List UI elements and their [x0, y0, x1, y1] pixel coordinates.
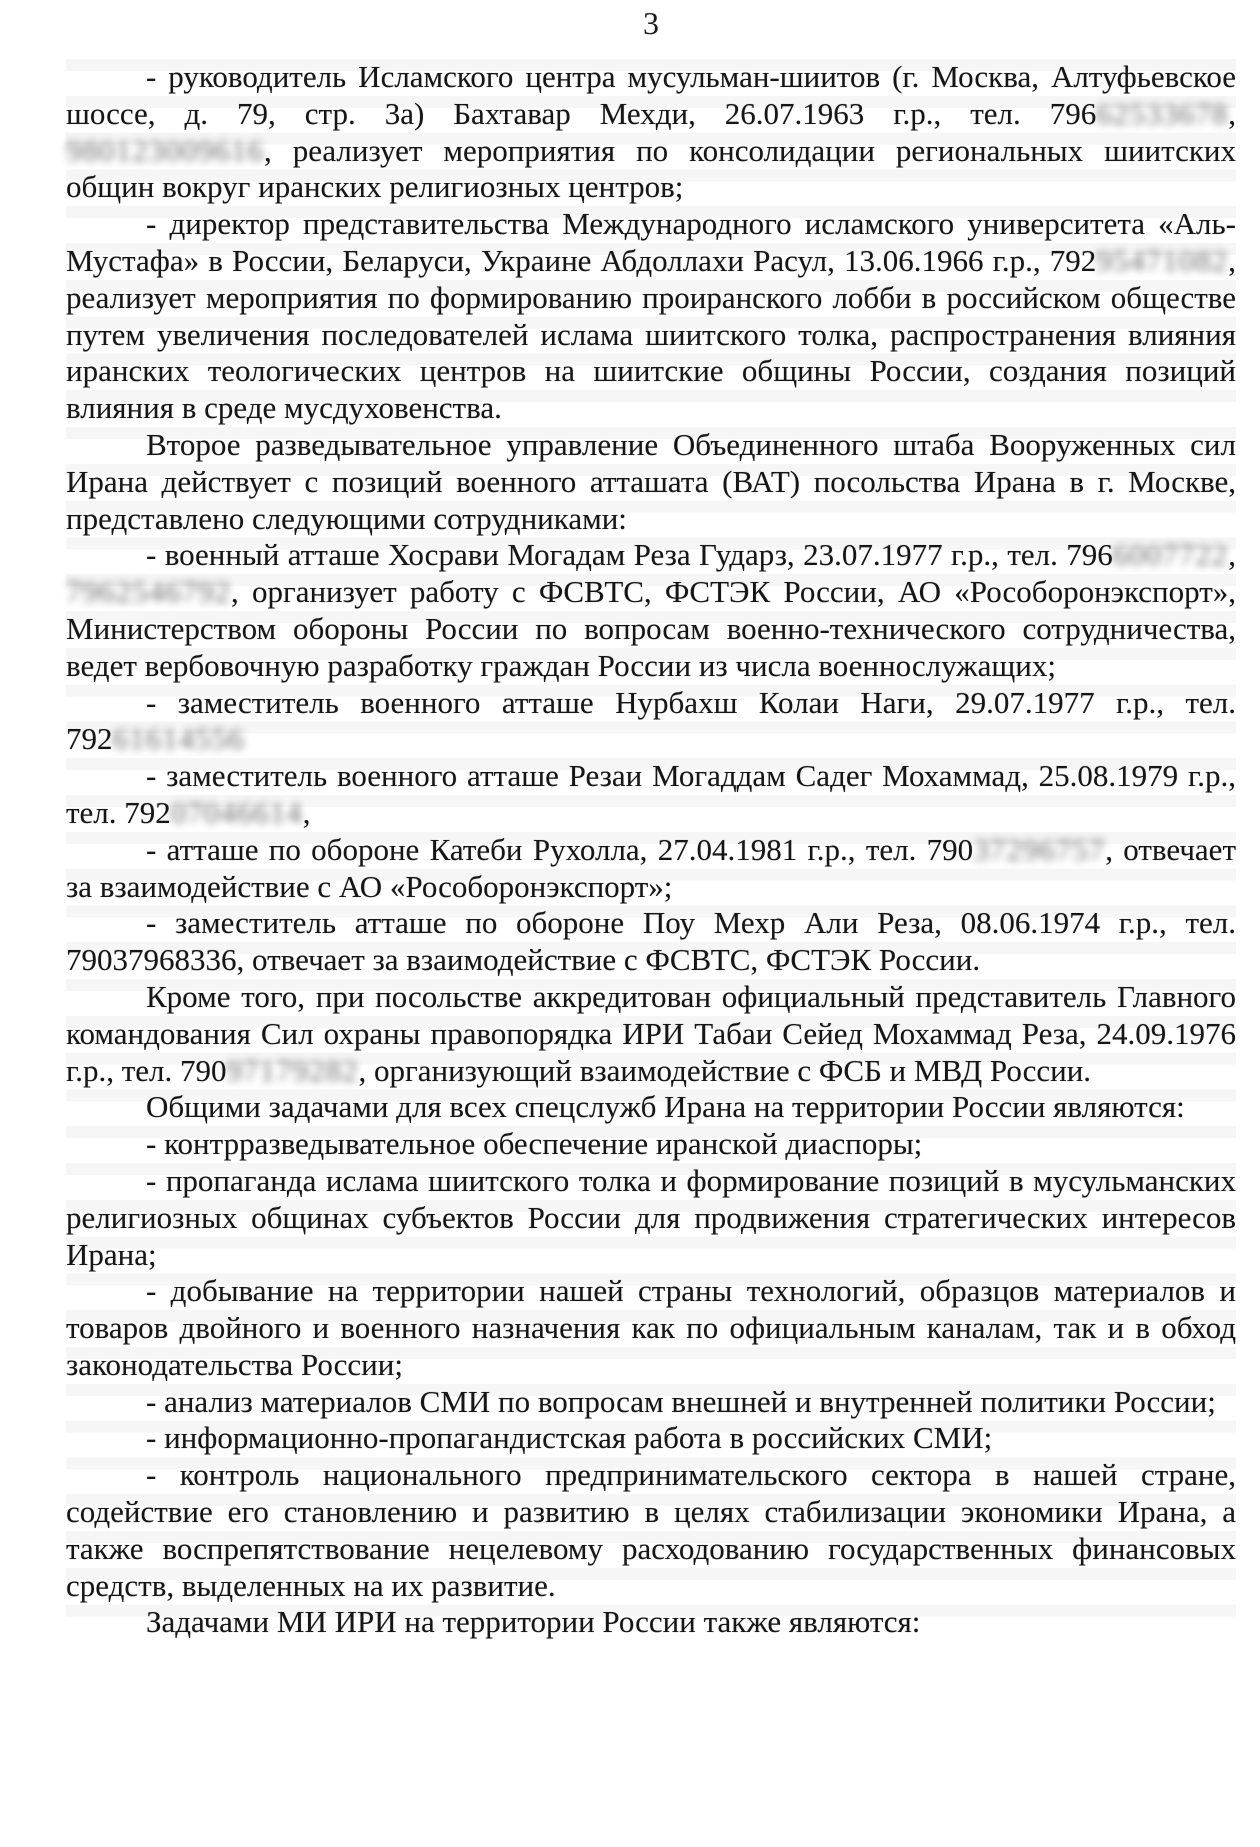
text-run: ,	[1228, 95, 1236, 131]
paragraph	[66, 1457, 1236, 1604]
paragraph	[66, 979, 1236, 1089]
text-run: - контрразведывательное обеспечение иранской диаспоры;	[146, 1126, 923, 1162]
text-run: - пропаганда ислама шиитского толка и формирование позиций в мусульманских религиозных общинах субъектов России для продвижения стратегических интересов Ирана;	[66, 1162, 1236, 1272]
paragraph	[66, 685, 1236, 759]
document-body	[66, 59, 1236, 1641]
text-run: ,	[302, 794, 311, 830]
redacted-phone-number: 07046614	[170, 794, 303, 830]
paragraph	[66, 427, 1236, 537]
redacted-phone-number: 6007722	[1112, 537, 1229, 573]
text-run: , организующий взаимодействие с ФСБ и МВД России.	[358, 1052, 1092, 1088]
text-run: - заместитель военного атташе Резаи Могаддам Садег Мохаммад, 25.08.1979 г.р., тел. 792	[66, 758, 1236, 830]
text-run: - заместитель атташе по обороне Поу Мехр Али Реза, 08.06.1974 г.р., тел. 79037968336, отвечает за взаимодействие с ФСВТС, ФСТЭК России.	[66, 905, 1236, 978]
paragraph	[66, 1273, 1236, 1383]
text-run: ,	[1228, 537, 1236, 573]
paragraph	[66, 1384, 1236, 1421]
text-run: , организует работу с ФСВТС, ФСТЭК России, АО «Рособоронэкспорт», Министерством обороны России по вопросам военно-технического сотрудничества, ведет вербовочную разработку граждан России из числа военнослужащих;	[66, 574, 1236, 683]
text-run: - добывание на территории нашей страны технологий, образцов материалов и товаров двойного и военного назначения как по официальным каналам, так и в обход законодательства России;	[66, 1273, 1236, 1382]
redacted-phone-number: 97179282	[226, 1052, 359, 1088]
redacted-phone-number: 980123009616	[66, 132, 264, 168]
paragraph	[66, 1126, 1236, 1163]
text-run: - информационно-пропагандистская работа в российских СМИ;	[146, 1420, 993, 1456]
text-run: Общими задачами для всех спецслужб Ирана на территории России являются:	[146, 1089, 1185, 1125]
paragraph	[66, 758, 1236, 832]
paragraph	[66, 1604, 1236, 1641]
paragraph	[66, 905, 1236, 979]
text-run: - анализ материалов СМИ по вопросам внешней и внутренней политики России;	[146, 1383, 1216, 1419]
text-run: Второе разведывательное управление Объединенного штаба Вооруженных сил Ирана действует с позиций военного атташата (ВАТ) посольства Ирана в г. Москве, представлено следующими сотрудниками:	[66, 426, 1236, 536]
redacted-phone-number: 62533678	[1096, 95, 1229, 131]
paragraph	[66, 537, 1236, 684]
text-run: , реализует мероприятия по формированию проиранского лобби в российском обществе путем увеличения последователей ислама шиитского толка, распространения влияния иранских теологических центров на шиитские общины России, создания позиций влияния в среде мусдуховенства.	[66, 242, 1236, 426]
text-run: - руководитель Исламского центра мусульман-шиитов (г. Москва, Алтуфьевское шоссе, д. 79, стр. 3а) Бахтавар Мехди, 26.07.1963 г.р., тел. 796	[66, 59, 1236, 131]
paragraph	[66, 206, 1236, 427]
paragraph	[66, 832, 1236, 906]
text-run: , реализует мероприятия по консолидации региональных шиитских общин вокруг иранских религиозных центров;	[66, 132, 1236, 205]
paragraph	[66, 59, 1236, 206]
redacted-phone-number: 7962546792	[66, 574, 231, 610]
paragraph	[66, 1163, 1236, 1273]
text-run: - военный атташе Хосрави Могадам Реза Гударз, 23.07.1977 г.р., тел. 796	[146, 537, 1113, 573]
text-run: Задачами МИ ИРИ на территории России также являются:	[146, 1604, 921, 1640]
redacted-phone-number: 95471082	[1096, 242, 1229, 278]
text-run: - атташе по обороне Катеби Рухолла, 27.04.1981 г.р., тел. 790	[146, 831, 974, 867]
paragraph	[66, 1089, 1236, 1126]
text-run: - директор представительства Международного исламского университета «Аль-Мустафа» в России, Беларуси, Украине Абдоллахи Расул, 13.06.1966 г.р., 792	[66, 206, 1236, 278]
text-run: Кроме того, при посольстве аккредитован официальный представитель Главного командования Сил охраны правопорядка ИРИ Табаи Сейед Мохаммад Реза, 24.09.1976 г.р., тел. 790	[66, 978, 1236, 1088]
text-run: - контроль национального предпринимательского сектора в нашей стране, содействие его становлению и развитию в целях стабилизации экономики Ирана, а также воспрепятствование нецелевому расходованию государственных финансовых средств, выделенных на их развитие.	[66, 1457, 1236, 1603]
redacted-phone-number: 37296757	[973, 831, 1106, 867]
text-run: , отвечает за взаимодействие с АО «Рособоронэкспорт»;	[66, 831, 1236, 904]
redacted-phone-number: 61614556	[112, 721, 245, 757]
paragraph	[66, 1420, 1236, 1457]
page-number: 3	[643, 5, 659, 41]
text-run: - заместитель военного атташе Нурбахш Колаи Наги, 29.07.1977 г.р., тел. 792	[66, 684, 1236, 757]
